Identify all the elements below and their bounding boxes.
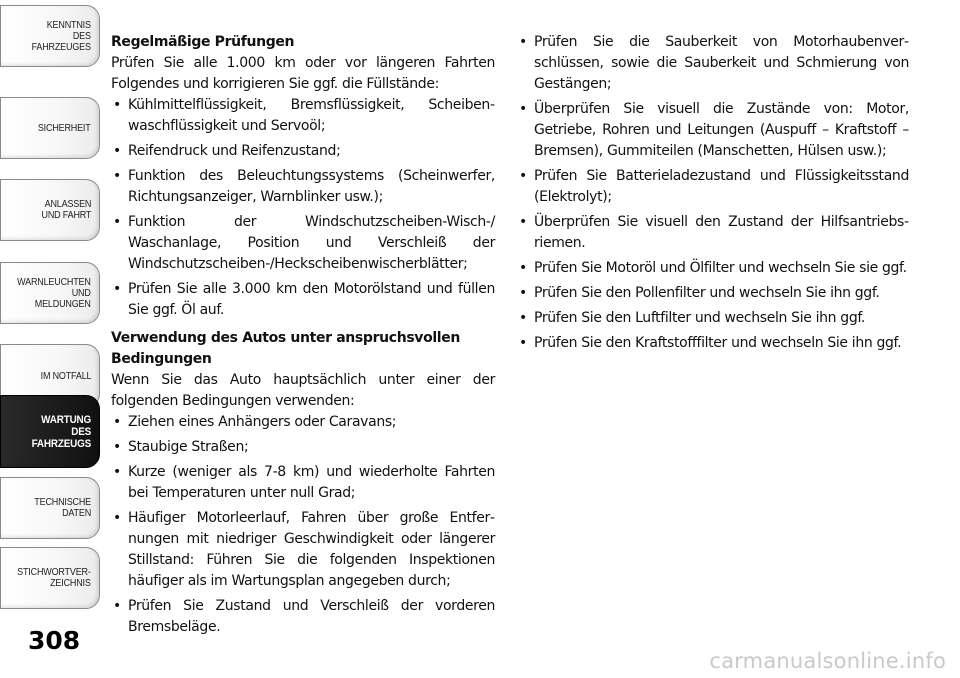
list-item: • Kurze (weniger als 7-8 km) und wiederholte Fahrten bei Temperaturen unter null Grad; (111, 462, 495, 504)
tab-warnleuchten-und-meldungen[interactable] (0, 262, 100, 324)
list-item: • Überprüfen Sie visuell die Zustände von: Motor, Getriebe, Rohren und Leitungen (Auspuff – Kraftstoff – Bremsen), Gummiteilen (Manschetten, Hülsen usw.); (517, 99, 909, 162)
page-number: 308 (28, 626, 81, 655)
tab-label: WARTUNG DES FAHRZEUGS (31, 413, 91, 450)
tab-kenntnis-des-fahrzeuges[interactable] (0, 5, 100, 67)
tab-label: STICHWORTVER- ZEICHNIS (17, 567, 91, 589)
tab-wartung-des-fahrzeugs[interactable] (0, 395, 100, 468)
list-item: • Prüfen Sie den Luftfilter und wechseln Sie ihn ggf. (517, 308, 909, 329)
tab-label: IM NOTFALL (40, 370, 91, 382)
tab-stichwortverzeichnis[interactable] (0, 547, 100, 609)
list-item: • Prüfen Sie Motoröl und Ölfilter und wechseln Sie sie ggf. (517, 258, 909, 279)
tab-label: TECHNISCHE DATEN (34, 497, 91, 519)
chapter-tab-sidebar (0, 0, 100, 678)
tab-technische-daten[interactable] (0, 477, 100, 539)
tab-label: KENNTNIS DES FAHRZEUGES (31, 19, 91, 53)
section-intro-demanding-conditions: Wenn Sie das Auto hauptsächlich unter einer der folgenden Bedingungen verwenden: (111, 372, 495, 409)
list-item: • Funktion der Windschutzscheiben-Wisch-/ Waschanlage, Position und Verschleiß der Windschutzscheiben-/Heckscheibenwischerblätter; (111, 212, 495, 275)
list-item: • Funktion des Beleuchtungssystems (Scheinwerfer, Richtungsanzeiger, Warnblinker usw.); (111, 166, 495, 208)
tab-anlassen-und-fahrt[interactable] (0, 179, 100, 241)
left-text-column (111, 32, 495, 642)
list-item: • Kühlmittelflüssigkeit, Bremsflüssigkeit, Scheibenwaschflüssigkeit und Servoöl; (111, 95, 495, 137)
watermark: carmanualsonline.info (709, 649, 946, 673)
list-item: • Prüfen Sie den Kraftstofffilter und wechseln Sie ihn ggf. (517, 333, 909, 354)
list-item: • Prüfen Sie Batterieladezustand und Flüssigkeitsstand (Elektrolyt); (517, 166, 909, 208)
tab-label: ANLASSEN UND FAHRT (41, 199, 91, 221)
list-item: • Häufiger Motorleerlauf, Fahren über große Entfernungen mit niedriger Geschwindigkeit oder längerer Stillstand: Führen Sie die folgenden Inspektionen häufiger als im Wartungsplan angegeben durch; (111, 508, 495, 592)
section-intro-regular-checks: Prüfen Sie alle 1.000 km oder vor längeren Fahrten Folgendes und korrigieren Sie ggf. die Füllstände: (111, 55, 495, 92)
inspection-list (517, 32, 909, 354)
list-item: • Prüfen Sie die Sauberkeit von Motorhaubenverschlüssen, sowie die Sauberkeit und Schmierung von Gestängen; (517, 32, 909, 95)
tab-sicherheit[interactable] (0, 97, 100, 159)
list-item: • Prüfen Sie alle 3.000 km den Motorölstand und füllen Sie ggf. Öl auf. (111, 279, 495, 321)
section-heading-regular-checks: Regelmäßige Prüfungen (111, 34, 295, 50)
list-item: • Prüfen Sie den Pollenfilter und wechseln Sie ihn ggf. (517, 283, 909, 304)
list-item: • Reifendruck und Reifenzustand; (111, 141, 495, 162)
list-item: • Ziehen eines Anhängers oder Caravans; (111, 412, 495, 433)
list-item: • Staubige Straßen; (111, 437, 495, 458)
regular-checks-list (111, 95, 495, 321)
tab-label: SICHERHEIT (38, 122, 91, 134)
section-heading-demanding-conditions: Verwendung des Autos unter anspruchsvollen Bedingungen (111, 330, 460, 367)
right-text-column (517, 32, 909, 358)
demanding-conditions-list (111, 412, 495, 638)
list-item: • Prüfen Sie Zustand und Verschleiß der vorderen Bremsbeläge. (111, 596, 495, 638)
list-item: • Überprüfen Sie visuell den Zustand der Hilfsantriebsriemen. (517, 212, 909, 254)
tab-label: WARNLEUCHTEN UND MELDUNGEN (17, 276, 91, 310)
